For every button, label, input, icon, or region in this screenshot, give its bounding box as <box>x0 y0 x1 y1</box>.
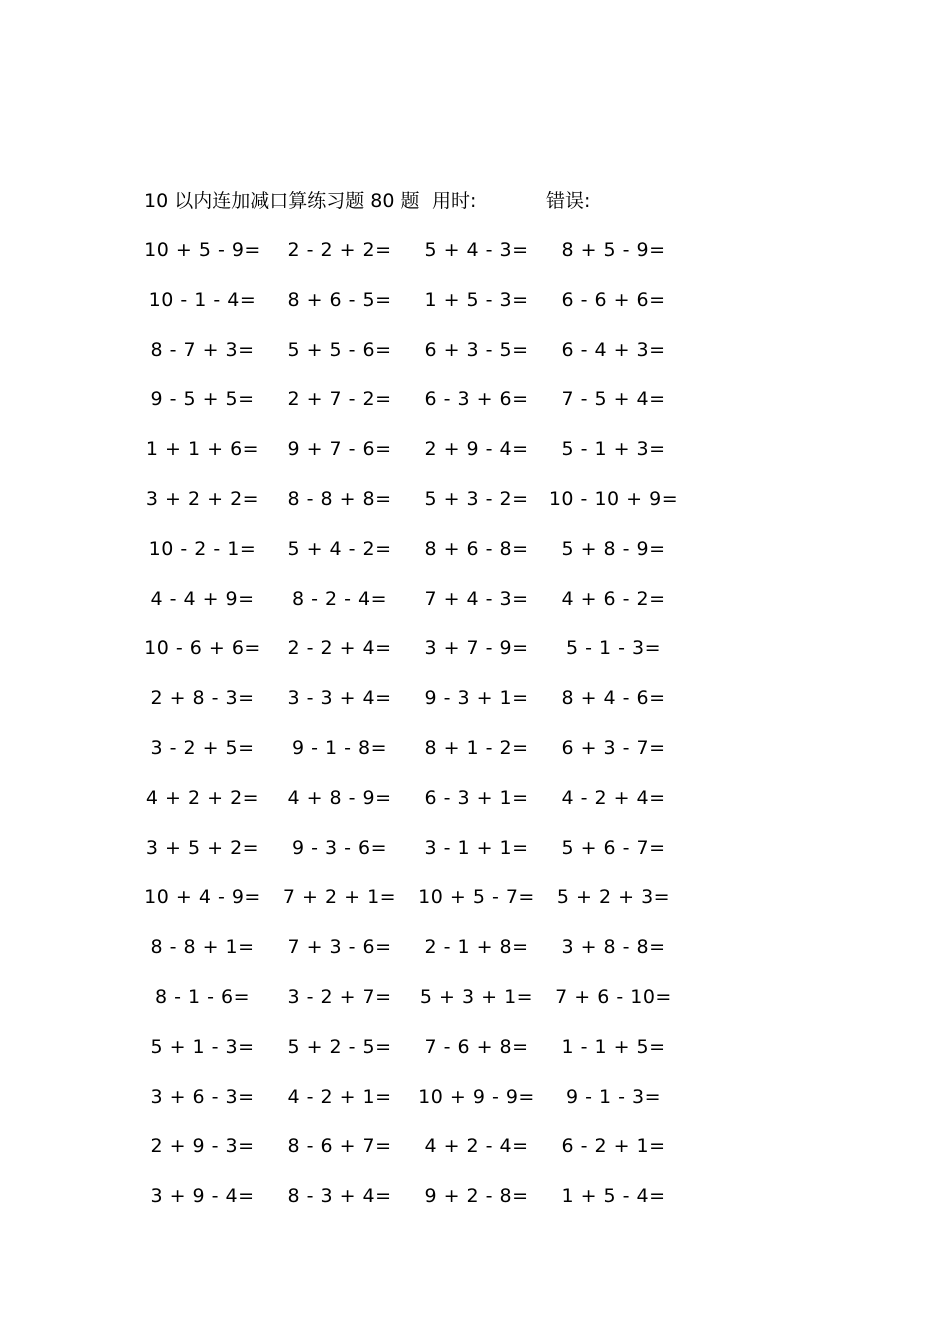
arithmetic-problem: 10 + 9 - 9= <box>418 1085 535 1108</box>
arithmetic-problem: 3 - 2 + 7= <box>287 985 392 1008</box>
arithmetic-problem: 8 + 6 - 8= <box>424 537 529 560</box>
errors-label: 错误: <box>546 190 591 212</box>
arithmetic-problem: 4 - 2 + 4= <box>561 786 666 809</box>
arithmetic-problem: 2 - 2 + 4= <box>287 637 392 660</box>
arithmetic-problem: 1 + 5 - 4= <box>561 1185 666 1208</box>
arithmetic-problem: 3 + 6 - 3= <box>150 1085 255 1108</box>
arithmetic-problem: 3 - 1 + 1= <box>424 836 529 859</box>
arithmetic-problem: 5 + 2 + 3= <box>556 886 671 909</box>
arithmetic-problem: 7 - 5 + 4= <box>561 388 666 411</box>
arithmetic-problem: 3 + 5 + 2= <box>145 836 260 859</box>
arithmetic-problem: 8 + 6 - 5= <box>287 288 392 311</box>
arithmetic-problem: 7 + 6 - 10= <box>555 985 672 1008</box>
page-title: 10 以内连加减口算练习题 80 题 <box>144 190 420 212</box>
problem-row <box>130 730 690 780</box>
arithmetic-problem: 10 + 5 - 9= <box>144 239 261 261</box>
arithmetic-problem: 5 + 8 - 9= <box>561 537 666 560</box>
arithmetic-problem: 2 + 9 - 4= <box>424 438 529 461</box>
arithmetic-problem: 9 - 3 + 1= <box>424 687 529 710</box>
arithmetic-problem: 5 + 4 - 2= <box>287 537 392 560</box>
arithmetic-problem: 9 - 3 - 6= <box>291 836 388 859</box>
arithmetic-problem: 2 + 9 - 3= <box>150 1135 255 1158</box>
arithmetic-problem: 10 - 2 - 1= <box>148 537 257 560</box>
time-used-label: 用时: <box>432 190 477 212</box>
arithmetic-problem: 5 + 6 - 7= <box>561 836 666 859</box>
arithmetic-problem: 8 - 3 + 4= <box>287 1185 392 1208</box>
problem-row <box>130 481 690 531</box>
problem-row <box>130 879 690 929</box>
problem-row <box>130 531 690 581</box>
arithmetic-problem: 7 + 2 + 1= <box>282 886 397 909</box>
arithmetic-problem: 4 + 6 - 2= <box>561 587 666 610</box>
arithmetic-problem: 8 - 1 - 6= <box>154 985 251 1008</box>
arithmetic-problem: 5 - 1 - 3= <box>565 637 662 660</box>
arithmetic-problem: 6 - 6 + 6= <box>561 288 666 311</box>
arithmetic-problem: 5 + 5 - 6= <box>287 338 392 361</box>
arithmetic-problem: 10 - 10 + 9= <box>548 487 679 510</box>
arithmetic-problem: 10 + 5 - 7= <box>418 886 535 909</box>
problem-row <box>130 282 690 332</box>
arithmetic-problem: 8 - 6 + 7= <box>287 1135 392 1158</box>
arithmetic-problem: 7 + 3 - 6= <box>287 936 392 959</box>
arithmetic-problem: 9 - 1 - 8= <box>291 736 388 759</box>
arithmetic-problem: 6 + 3 - 5= <box>424 338 529 361</box>
arithmetic-problem: 3 - 2 + 5= <box>150 736 255 759</box>
arithmetic-problem: 6 - 3 + 1= <box>424 786 529 809</box>
arithmetic-problem: 9 + 7 - 6= <box>287 438 392 461</box>
problem-row <box>130 929 690 979</box>
problem-row <box>130 232 690 282</box>
arithmetic-problem: 3 + 9 - 4= <box>150 1185 255 1208</box>
arithmetic-problem: 4 + 2 + 2= <box>145 786 260 809</box>
arithmetic-problem: 4 + 2 - 4= <box>424 1135 529 1158</box>
problem-row <box>130 630 690 680</box>
arithmetic-problem: 5 - 1 + 3= <box>561 438 666 461</box>
problem-row <box>130 381 690 431</box>
arithmetic-problem: 10 - 6 + 6= <box>144 637 261 660</box>
problem-row <box>130 581 690 631</box>
problem-row <box>130 780 690 830</box>
arithmetic-problem: 4 + 8 - 9= <box>287 786 392 809</box>
arithmetic-problem: 6 - 3 + 6= <box>424 388 529 411</box>
arithmetic-problem: 9 - 1 - 3= <box>565 1085 662 1108</box>
arithmetic-problem: 8 + 5 - 9= <box>561 239 666 261</box>
arithmetic-problem: 7 - 6 + 8= <box>424 1035 529 1058</box>
problem-row <box>130 680 690 730</box>
problem-row <box>130 1079 690 1129</box>
problem-row <box>130 1128 690 1178</box>
arithmetic-problem: 10 + 4 - 9= <box>144 886 261 909</box>
arithmetic-problem: 3 + 2 + 2= <box>145 487 260 510</box>
arithmetic-problem: 9 - 5 + 5= <box>150 388 255 411</box>
arithmetic-problem: 6 - 2 + 1= <box>561 1135 666 1158</box>
arithmetic-problem: 5 + 3 + 1= <box>419 985 534 1008</box>
arithmetic-problem: 5 + 4 - 3= <box>424 239 529 261</box>
arithmetic-problem: 8 - 8 + 1= <box>150 936 255 959</box>
arithmetic-problem: 2 - 2 + 2= <box>287 239 392 261</box>
arithmetic-problem: 8 + 4 - 6= <box>561 687 666 710</box>
problem-grid <box>130 232 690 1228</box>
arithmetic-problem: 2 + 7 - 2= <box>287 388 392 411</box>
arithmetic-problem: 1 + 5 - 3= <box>424 288 529 311</box>
arithmetic-problem: 9 + 2 - 8= <box>424 1185 529 1208</box>
problem-row <box>130 979 690 1029</box>
arithmetic-problem: 8 - 2 - 4= <box>291 587 388 610</box>
arithmetic-problem: 5 + 2 - 5= <box>287 1035 392 1058</box>
arithmetic-problem: 10 - 1 - 4= <box>148 288 257 311</box>
arithmetic-problem: 2 + 8 - 3= <box>150 687 255 710</box>
arithmetic-problem: 4 - 2 + 1= <box>287 1085 392 1108</box>
problem-row <box>130 332 690 382</box>
arithmetic-problem: 3 + 8 - 8= <box>561 936 666 959</box>
arithmetic-problem: 3 - 3 + 4= <box>287 687 392 710</box>
problem-row <box>130 431 690 481</box>
problem-row <box>130 1178 690 1228</box>
arithmetic-problem: 4 - 4 + 9= <box>150 587 255 610</box>
arithmetic-problem: 3 + 7 - 9= <box>424 637 529 660</box>
arithmetic-problem: 5 + 1 - 3= <box>150 1035 255 1058</box>
arithmetic-problem: 2 - 1 + 8= <box>424 936 529 959</box>
problem-row <box>130 1029 690 1079</box>
arithmetic-problem: 1 + 1 + 6= <box>145 438 260 461</box>
arithmetic-problem: 8 + 1 - 2= <box>424 736 529 759</box>
arithmetic-problem: 8 - 8 + 8= <box>287 487 392 510</box>
arithmetic-problem: 7 + 4 - 3= <box>424 587 529 610</box>
arithmetic-problem: 8 - 7 + 3= <box>150 338 255 361</box>
arithmetic-problem: 6 + 3 - 7= <box>561 736 666 759</box>
arithmetic-problem: 5 + 3 - 2= <box>424 487 529 510</box>
problem-row <box>130 830 690 880</box>
arithmetic-problem: 1 - 1 + 5= <box>561 1035 666 1058</box>
arithmetic-problem: 6 - 4 + 3= <box>561 338 666 361</box>
